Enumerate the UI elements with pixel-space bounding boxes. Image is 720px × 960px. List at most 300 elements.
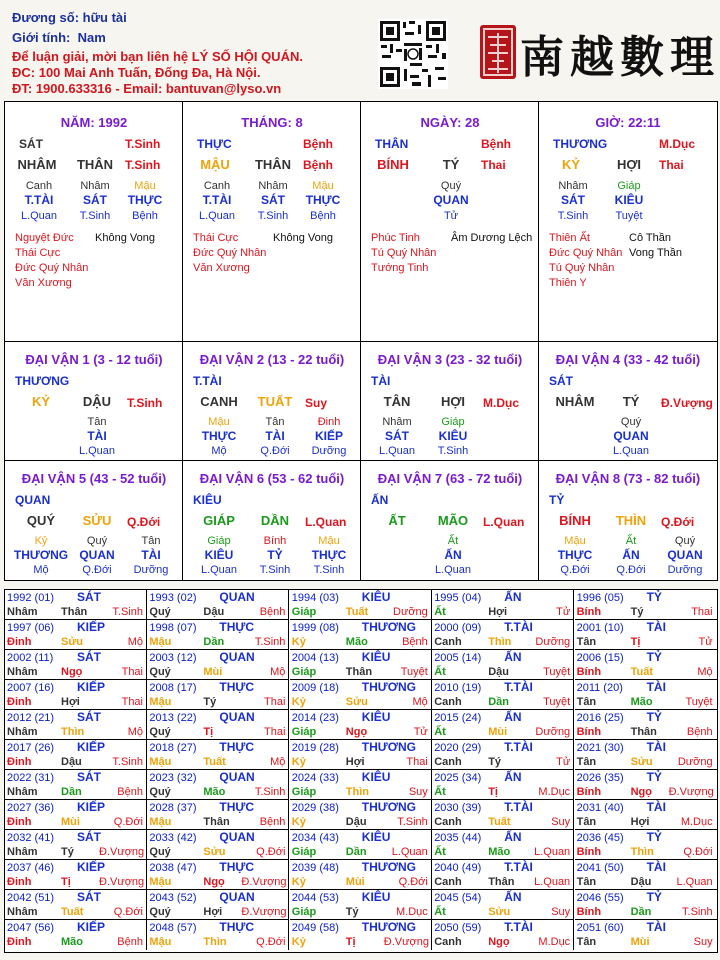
year-chi: Mùi [61, 816, 80, 828]
year-label: 2035 (44) [434, 832, 482, 844]
dai-van-card [183, 461, 361, 580]
year-can: Mậu [149, 936, 172, 948]
year-god: TÀI [646, 860, 666, 874]
year-can: Bính [576, 906, 602, 918]
hidden-stem: Giáp [617, 180, 641, 192]
hidden-stem-stage: Q.Đới [260, 445, 290, 457]
year-can: Giáp [291, 846, 317, 858]
year-label: 2002 (11) [7, 652, 54, 664]
year-cell[interactable] [432, 830, 574, 860]
hidden-stem-god: TỶ [267, 548, 283, 562]
year-cell[interactable] [575, 830, 717, 860]
year-can: Giáp [291, 666, 317, 678]
hidden-stem-stage: T.Sinh [79, 210, 111, 222]
year-chi: Thân [61, 606, 88, 618]
dai-van-can: ẤT [388, 513, 406, 528]
year-cell[interactable] [432, 620, 574, 650]
year-god: KIÊU [361, 830, 391, 844]
year-stage: Dưỡng [677, 756, 713, 768]
year-stage: L.Quan [534, 846, 571, 858]
year-cell[interactable] [147, 710, 289, 740]
year-label: 1994 (03) [291, 592, 339, 604]
year-god: TÀI [646, 680, 666, 694]
year-cell[interactable] [432, 650, 574, 680]
year-god: QUAN [219, 590, 255, 604]
year-chi: Mùi [630, 936, 650, 948]
star-item: Thiên Ất [549, 232, 590, 244]
hidden-stem-stage: L.Quan [612, 445, 650, 457]
pillar-chi-stage: Bệnh [303, 158, 333, 172]
year-label: 2039 (48) [291, 862, 339, 874]
pillar-can-stage: Bệnh [303, 137, 333, 151]
pillar-can-god: THƯƠNG [553, 137, 608, 151]
dai-van-title: ĐẠI VẬN 3 (23 - 32 tuổi) [377, 352, 523, 367]
year-can: Mậu [149, 756, 172, 768]
hidden-stem: Nhâm [258, 180, 288, 192]
star-item: Vong Thần [629, 247, 683, 259]
year-stage: Suy [551, 906, 571, 918]
pillar-title: THÁNG: 8 [241, 115, 303, 130]
year-god: ẤN [504, 650, 522, 664]
year-stage: Đ.Vượng [99, 876, 145, 888]
hidden-stem-god: ẤN [444, 548, 462, 562]
pillar-can-god: THỰC [197, 137, 232, 151]
year-chi: Thân [345, 666, 373, 678]
logo-text: 南越數理 [520, 32, 720, 83]
pillar-chi-stage: Thai [481, 158, 506, 172]
year-cell[interactable] [575, 770, 717, 800]
hidden-stem: Tân [87, 416, 107, 428]
year-cell[interactable] [575, 620, 717, 650]
star-item: Không Vong [273, 232, 333, 244]
year-can: Quý [149, 606, 171, 618]
dai-van-chi: MÃO [437, 513, 469, 528]
year-cell[interactable] [147, 920, 289, 950]
hidden-stem-stage: T.Sinh [313, 564, 345, 576]
year-god: KIÊU [361, 650, 391, 664]
year-stage: L.Quan [534, 876, 571, 888]
dai-van-god: ẤN [371, 493, 389, 507]
year-cell[interactable] [147, 620, 289, 650]
qr-code-icon[interactable] [378, 19, 448, 89]
hidden-stem: Mậu [564, 535, 586, 547]
year-chi: Mão [203, 786, 226, 798]
pillar-can-god: THÂN [375, 137, 409, 151]
year-chi: Tuất [203, 756, 226, 768]
hidden-stem-stage: Q.Đới [560, 564, 590, 576]
year-cell[interactable] [290, 830, 432, 860]
contact-phone-email[interactable]: ĐT: 1900.633316 - Email: bantuvan@lyso.vn [12, 81, 282, 96]
year-chi: Ngọ [630, 786, 652, 798]
year-god: T.TÀI [504, 920, 533, 934]
pillar-can-stage: Bệnh [481, 137, 511, 151]
year-god: TÀI [646, 620, 666, 634]
star-item: Đức Quý Nhân [15, 262, 89, 274]
year-chi: Tý [345, 906, 359, 918]
hidden-stem-stage: Bệnh [132, 210, 158, 222]
year-god: KIÊU [361, 590, 391, 604]
year-cell[interactable] [147, 860, 289, 890]
year-can: Đinh [7, 876, 32, 888]
hidden-stem-god: KIẾP [314, 429, 343, 443]
year-god: QUAN [219, 830, 255, 844]
dai-van-title: ĐẠI VẬN 8 (73 - 82 tuổi) [555, 471, 701, 486]
year-cell[interactable] [147, 800, 289, 830]
pillar-chi-stage: Thai [659, 158, 684, 172]
year-can: Mậu [149, 876, 172, 888]
hidden-stem: Giáp [441, 416, 465, 428]
year-chi: Sửu [345, 696, 368, 708]
year-stage: Thai [406, 756, 428, 768]
year-can: Kỷ [291, 936, 306, 948]
year-cell[interactable] [290, 710, 432, 740]
year-stage: Q.Đới [256, 936, 286, 948]
year-cell[interactable] [432, 920, 574, 950]
year-can: Nhâm [7, 906, 38, 918]
hidden-stem-god: QUAN [667, 548, 703, 562]
year-stage: L.Quan [391, 846, 428, 858]
dai-van-card [361, 461, 539, 580]
year-cell[interactable] [290, 800, 432, 830]
dai-van-chi: SỬU [82, 513, 112, 528]
year-stage: Tuyệt [543, 696, 571, 708]
dai-van-god: QUAN [15, 493, 51, 507]
year-cell[interactable] [147, 680, 289, 710]
pillar-chi: TÝ [442, 157, 460, 172]
year-can: Tân [576, 816, 597, 828]
year-chi: Dần [203, 636, 225, 648]
year-label: 2017 (26) [7, 742, 55, 754]
star-item: Tú Quý Nhân [549, 262, 615, 274]
pillar-can: KỶ [561, 157, 581, 172]
year-stage: Tử [698, 636, 713, 648]
year-cell[interactable] [290, 770, 432, 800]
year-cell[interactable] [575, 710, 717, 740]
year-label: 2000 (09) [434, 622, 482, 634]
hidden-stem-god: SÁT [83, 193, 107, 207]
year-can: Giáp [291, 906, 317, 918]
year-can: Giáp [291, 726, 317, 738]
year-god: SÁT [77, 590, 101, 604]
year-chi: Dậu [203, 606, 225, 618]
dai-van-god: SÁT [549, 374, 573, 388]
pillar-chi: THÂN [76, 157, 114, 172]
star-item: Đức Quý Nhân [549, 247, 623, 259]
year-cell[interactable] [575, 650, 717, 680]
year-stage: Mộ [412, 696, 428, 708]
hidden-stem: Tân [265, 416, 285, 428]
year-cell[interactable] [575, 890, 717, 920]
year-stage: Dưỡng [535, 636, 571, 648]
year-cell[interactable] [5, 770, 147, 800]
year-stage: Bệnh [117, 786, 143, 798]
year-cell[interactable] [575, 920, 717, 950]
year-cell[interactable] [147, 740, 289, 770]
year-god: THỰC [219, 920, 255, 934]
pillar-chart [4, 101, 718, 581]
year-cell[interactable] [5, 800, 147, 830]
year-label: 1992 (01) [7, 592, 55, 604]
year-cell[interactable] [147, 770, 289, 800]
hidden-stem-god: T.TÀI [202, 193, 232, 207]
year-chi: Thân [630, 726, 657, 738]
year-can: Kỷ [291, 696, 306, 708]
year-cell[interactable] [575, 590, 717, 620]
year-label: 2027 (36) [7, 802, 55, 814]
year-god: KIẾP [77, 620, 106, 634]
year-cell[interactable] [432, 770, 574, 800]
hidden-stem-stage: Dưỡng [133, 564, 169, 576]
hidden-stem-stage: L.Quan [378, 445, 416, 457]
year-god: QUAN [219, 650, 255, 664]
year-can: Bính [576, 726, 602, 738]
pillar-can: NHÂM [17, 157, 57, 172]
year-cell[interactable] [290, 740, 432, 770]
year-god: THƯƠNG [361, 920, 416, 934]
year-can: Bính [576, 606, 602, 618]
year-god: TỶ [646, 710, 662, 724]
year-chi: Sửu [630, 756, 653, 768]
year-stage: M.Dục [680, 816, 713, 828]
hidden-stem: Ất [447, 535, 459, 547]
year-stage: Tuyệt [543, 666, 571, 678]
year-god: THỰC [219, 800, 255, 814]
year-chi: Tị [488, 786, 498, 798]
year-cell[interactable] [5, 890, 147, 920]
year-cell[interactable] [5, 650, 147, 680]
star-item: Âm Dương Lệch [451, 232, 533, 244]
hidden-stem-god: THỰC [305, 193, 341, 207]
year-god: KIẾP [77, 800, 106, 814]
hidden-stem: Bính [263, 535, 287, 547]
year-cell[interactable] [432, 680, 574, 710]
year-can: Đinh [7, 696, 32, 708]
year-cell[interactable] [147, 890, 289, 920]
year-can: Quý [149, 666, 171, 678]
year-label: 2049 (58) [291, 922, 339, 934]
year-god: QUAN [219, 890, 255, 904]
year-label: 2013 (22) [149, 712, 197, 724]
hidden-stem-stage: Bệnh [310, 210, 336, 222]
year-cell[interactable] [432, 890, 574, 920]
pillar-title: GIỜ: 22:11 [595, 115, 661, 130]
year-god: TÀI [646, 800, 666, 814]
pillar-chi: HỢI [616, 157, 642, 172]
year-god: TỶ [646, 650, 662, 664]
hidden-stem-god: THỰC [311, 548, 347, 562]
gender-label: Giới tính: [12, 30, 71, 45]
hidden-stem-god: TÀI [87, 429, 107, 443]
year-cell[interactable] [290, 680, 432, 710]
year-god: SÁT [77, 710, 101, 724]
year-cell[interactable] [432, 590, 574, 620]
year-cell[interactable] [5, 590, 147, 620]
year-cell[interactable] [5, 710, 147, 740]
year-god: T.TÀI [504, 860, 533, 874]
year-stage: Bệnh [259, 816, 286, 828]
hidden-stem: Kỷ [34, 535, 48, 547]
year-god: KIẾP [77, 860, 106, 874]
year-cell[interactable] [5, 860, 147, 890]
year-label: 2042 (51) [7, 892, 55, 904]
year-cell[interactable] [575, 800, 717, 830]
dai-van-chi: THÌN [615, 513, 647, 528]
year-stage: Tuyệt [400, 666, 428, 678]
hidden-stem-stage: T.Sinh [557, 210, 589, 222]
year-stage: Tử [556, 606, 571, 618]
year-cell[interactable] [432, 710, 574, 740]
year-chi: Dậu [345, 816, 367, 828]
year-cell[interactable] [290, 590, 432, 620]
year-stage: Đ.Vượng [241, 906, 287, 918]
year-label: 2014 (23) [291, 712, 339, 724]
year-can: Giáp [291, 786, 317, 798]
year-can: Tân [576, 936, 597, 948]
dai-van-chi: DẬU [82, 394, 112, 409]
year-cell[interactable] [147, 650, 289, 680]
dai-van-god: KIÊU [193, 493, 222, 507]
year-can: Mậu [149, 636, 172, 648]
year-cell[interactable] [290, 860, 432, 890]
hidden-stem-stage: L.Quan [200, 564, 238, 576]
pillar-card [5, 102, 183, 342]
year-stage: Thai [263, 696, 286, 708]
year-chi: Mùi [488, 726, 508, 738]
dai-van-stage: T.Sinh [127, 396, 163, 410]
hidden-stem: Tân [141, 535, 161, 547]
year-stage: Dưỡng [393, 606, 428, 618]
year-can: Nhâm [7, 606, 38, 618]
dai-van-can: QUÝ [26, 513, 56, 528]
year-cell[interactable] [575, 860, 717, 890]
year-cell[interactable] [5, 620, 147, 650]
year-stage: Đ.Vượng [241, 876, 287, 888]
hidden-stem-god: QUAN [433, 193, 469, 207]
year-label: 2026 (35) [576, 772, 624, 784]
year-can: Đinh [7, 756, 32, 768]
hidden-stem-stage: L.Quan [434, 564, 472, 576]
owner-label: Đương số: [12, 10, 80, 25]
year-label: 2025 (34) [434, 772, 482, 784]
hidden-stem-stage: T.Sinh [257, 210, 289, 222]
year-can: Ất [434, 786, 446, 798]
year-chi: Mão [488, 846, 511, 858]
hidden-stem: Canh [203, 180, 231, 192]
year-cell[interactable] [290, 620, 432, 650]
year-stage: Đ.Vượng [668, 786, 714, 798]
year-can: Kỷ [291, 876, 306, 888]
year-label: 2037 (46) [7, 862, 55, 874]
year-cell[interactable] [432, 860, 574, 890]
hidden-stem: Đinh [317, 416, 341, 428]
year-god: THƯƠNG [361, 860, 416, 874]
dai-van-title: ĐẠI VẬN 2 (13 - 22 tuổi) [199, 352, 345, 367]
year-chi: Hợi [61, 696, 80, 708]
year-god: SÁT [77, 830, 101, 844]
year-chi: Mùi [203, 666, 223, 678]
hidden-stem-god: THỰC [201, 429, 237, 443]
year-cell[interactable] [575, 740, 717, 770]
year-cell[interactable] [290, 890, 432, 920]
hidden-stem: Quý [86, 535, 108, 547]
year-god: T.TÀI [504, 800, 533, 814]
pillar-card [361, 102, 539, 342]
year-god: ẤN [504, 770, 522, 784]
year-cell[interactable] [147, 590, 289, 620]
year-label: 2007 (16) [7, 682, 55, 694]
year-god: THƯƠNG [361, 740, 416, 754]
year-god: KIÊU [361, 770, 391, 784]
year-stage: Mộ [697, 666, 713, 678]
star-item: Không Vong [95, 232, 155, 244]
hidden-stem-god: THƯƠNG [13, 548, 69, 562]
year-label: 2033 (42) [149, 832, 197, 844]
year-chi: Thìn [488, 636, 512, 648]
hidden-stem-stage: T.Sinh [259, 564, 291, 576]
year-chi: Tị [203, 726, 214, 738]
hidden-stem: Quý [440, 180, 462, 192]
year-cell[interactable] [575, 680, 717, 710]
year-chi: Sửu [203, 846, 226, 858]
year-stage: Bệnh [686, 726, 713, 738]
year-can: Nhâm [7, 786, 38, 798]
hidden-stem: Mậu [134, 180, 156, 192]
year-chi: Ngọ [61, 666, 83, 678]
year-chi: Tuất [345, 606, 369, 618]
pillar-can: BÍNH [377, 157, 409, 172]
year-god: KIẾP [77, 740, 106, 754]
year-cell[interactable] [147, 830, 289, 860]
year-god: THỰC [219, 620, 255, 634]
year-cell[interactable] [290, 650, 432, 680]
year-can: Đinh [7, 636, 32, 648]
dai-van-chi: TÝ [622, 394, 640, 409]
dai-van-stage: L.Quan [483, 515, 525, 529]
year-stage: Suy [408, 786, 428, 798]
hidden-stem-god: T.TÀI [24, 193, 54, 207]
hidden-stem: Nhâm [382, 416, 412, 428]
dai-van-card [361, 342, 539, 461]
dai-van-stage: L.Quan [305, 515, 347, 529]
year-stage: Mộ [127, 636, 143, 648]
year-cell[interactable] [5, 920, 147, 950]
year-god: ẤN [504, 830, 522, 844]
year-can: Đinh [7, 936, 32, 948]
dai-van-card [5, 461, 183, 580]
year-cell[interactable] [5, 740, 147, 770]
year-cell[interactable] [5, 830, 147, 860]
star-item: Văn Xương [193, 262, 250, 274]
year-label: 2038 (47) [149, 862, 197, 874]
year-label: 2004 (13) [291, 652, 339, 664]
star-item: Thiên Y [549, 277, 587, 289]
year-cell[interactable] [290, 920, 432, 950]
hidden-stem-god: SÁT [261, 193, 285, 207]
year-cell[interactable] [432, 800, 574, 830]
year-label: 1999 (08) [291, 622, 339, 634]
pillar-can-god: SÁT [19, 137, 43, 151]
hidden-stem-stage: Q.Đới [616, 564, 646, 576]
year-label: 2047 (56) [7, 922, 55, 934]
year-cell[interactable] [5, 680, 147, 710]
year-chi: Hợi [345, 756, 365, 768]
year-cell[interactable] [432, 740, 574, 770]
year-god: KIẾP [77, 680, 106, 694]
year-label: 2048 (57) [149, 922, 197, 934]
year-chi: Tuất [61, 906, 84, 918]
year-label: 2022 (31) [7, 772, 55, 784]
year-chi: Tý [488, 756, 502, 768]
